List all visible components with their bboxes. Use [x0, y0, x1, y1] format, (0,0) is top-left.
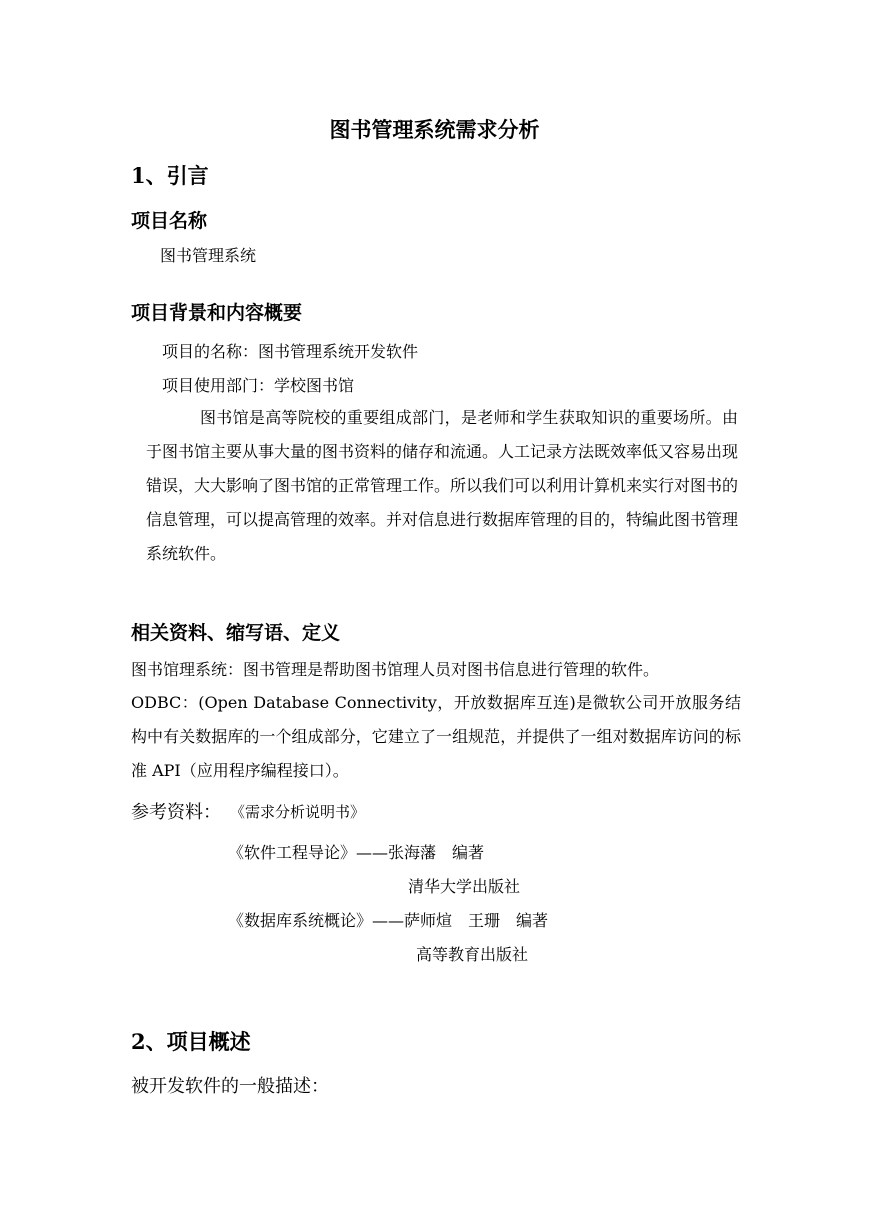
document-title: 图书管理系统需求分析: [329, 117, 540, 142]
subheading-background: 项目背景和内容概要: [131, 302, 303, 324]
section-heading-intro: 1、引言: [131, 163, 209, 188]
project-name-value: 图书管理系统: [160, 246, 257, 265]
references-label: 参考资料：: [131, 802, 221, 823]
subheading-references: 相关资料、缩写语、定义: [131, 622, 341, 644]
section-heading-overview: 2、项目概述: [131, 1029, 251, 1054]
definition-line: 图书馆理系统：图书管理是帮助图书馆理人员对图书信息进行管理的软件。: [131, 660, 660, 679]
project-department-line: 项目使用部门：学校图书馆: [162, 376, 355, 395]
odbc-definition: ODBC：(Open Database Connectivity，开放数据库互连)是微软公司开放服务结构中有关数据库的一个组成部分，它建立了一组规范，并提供了一组对数据库访问的标准 API（应用程序编程接口）。: [131, 693, 741, 780]
subheading-project-name: 项目名称: [131, 210, 208, 232]
reference-item-2: 《软件工程导论》——张海藩 编著: [228, 843, 485, 862]
reference-item-1: 《需求分析说明书》: [230, 803, 366, 821]
reference-item-3: 《数据库系统概论》——萨师煊 王珊 编著: [228, 911, 549, 930]
project-full-name-line: 项目的名称：图书管理系统开发软件: [162, 342, 419, 361]
reference-item-3-publisher: 高等教育出版社: [416, 945, 529, 964]
overview-subheading: 被开发软件的一般描述：: [131, 1076, 329, 1097]
reference-item-2-publisher: 清华大学出版社: [408, 877, 521, 896]
background-paragraph: 图书馆是高等院校的重要组成部门，是老师和学生获取知识的重要场所。由于图书馆主要从事大量的图书资料的储存和流通。人工记录方法既效率低又容易出现错误，大大影响了图书馆的正常管理工作。所以我们可以利用计算机来实行对图书的信息管理，可以提高管理的效率。并对信息进行数据库管理的目的，特编此图书管理系统软件。: [146, 408, 739, 563]
